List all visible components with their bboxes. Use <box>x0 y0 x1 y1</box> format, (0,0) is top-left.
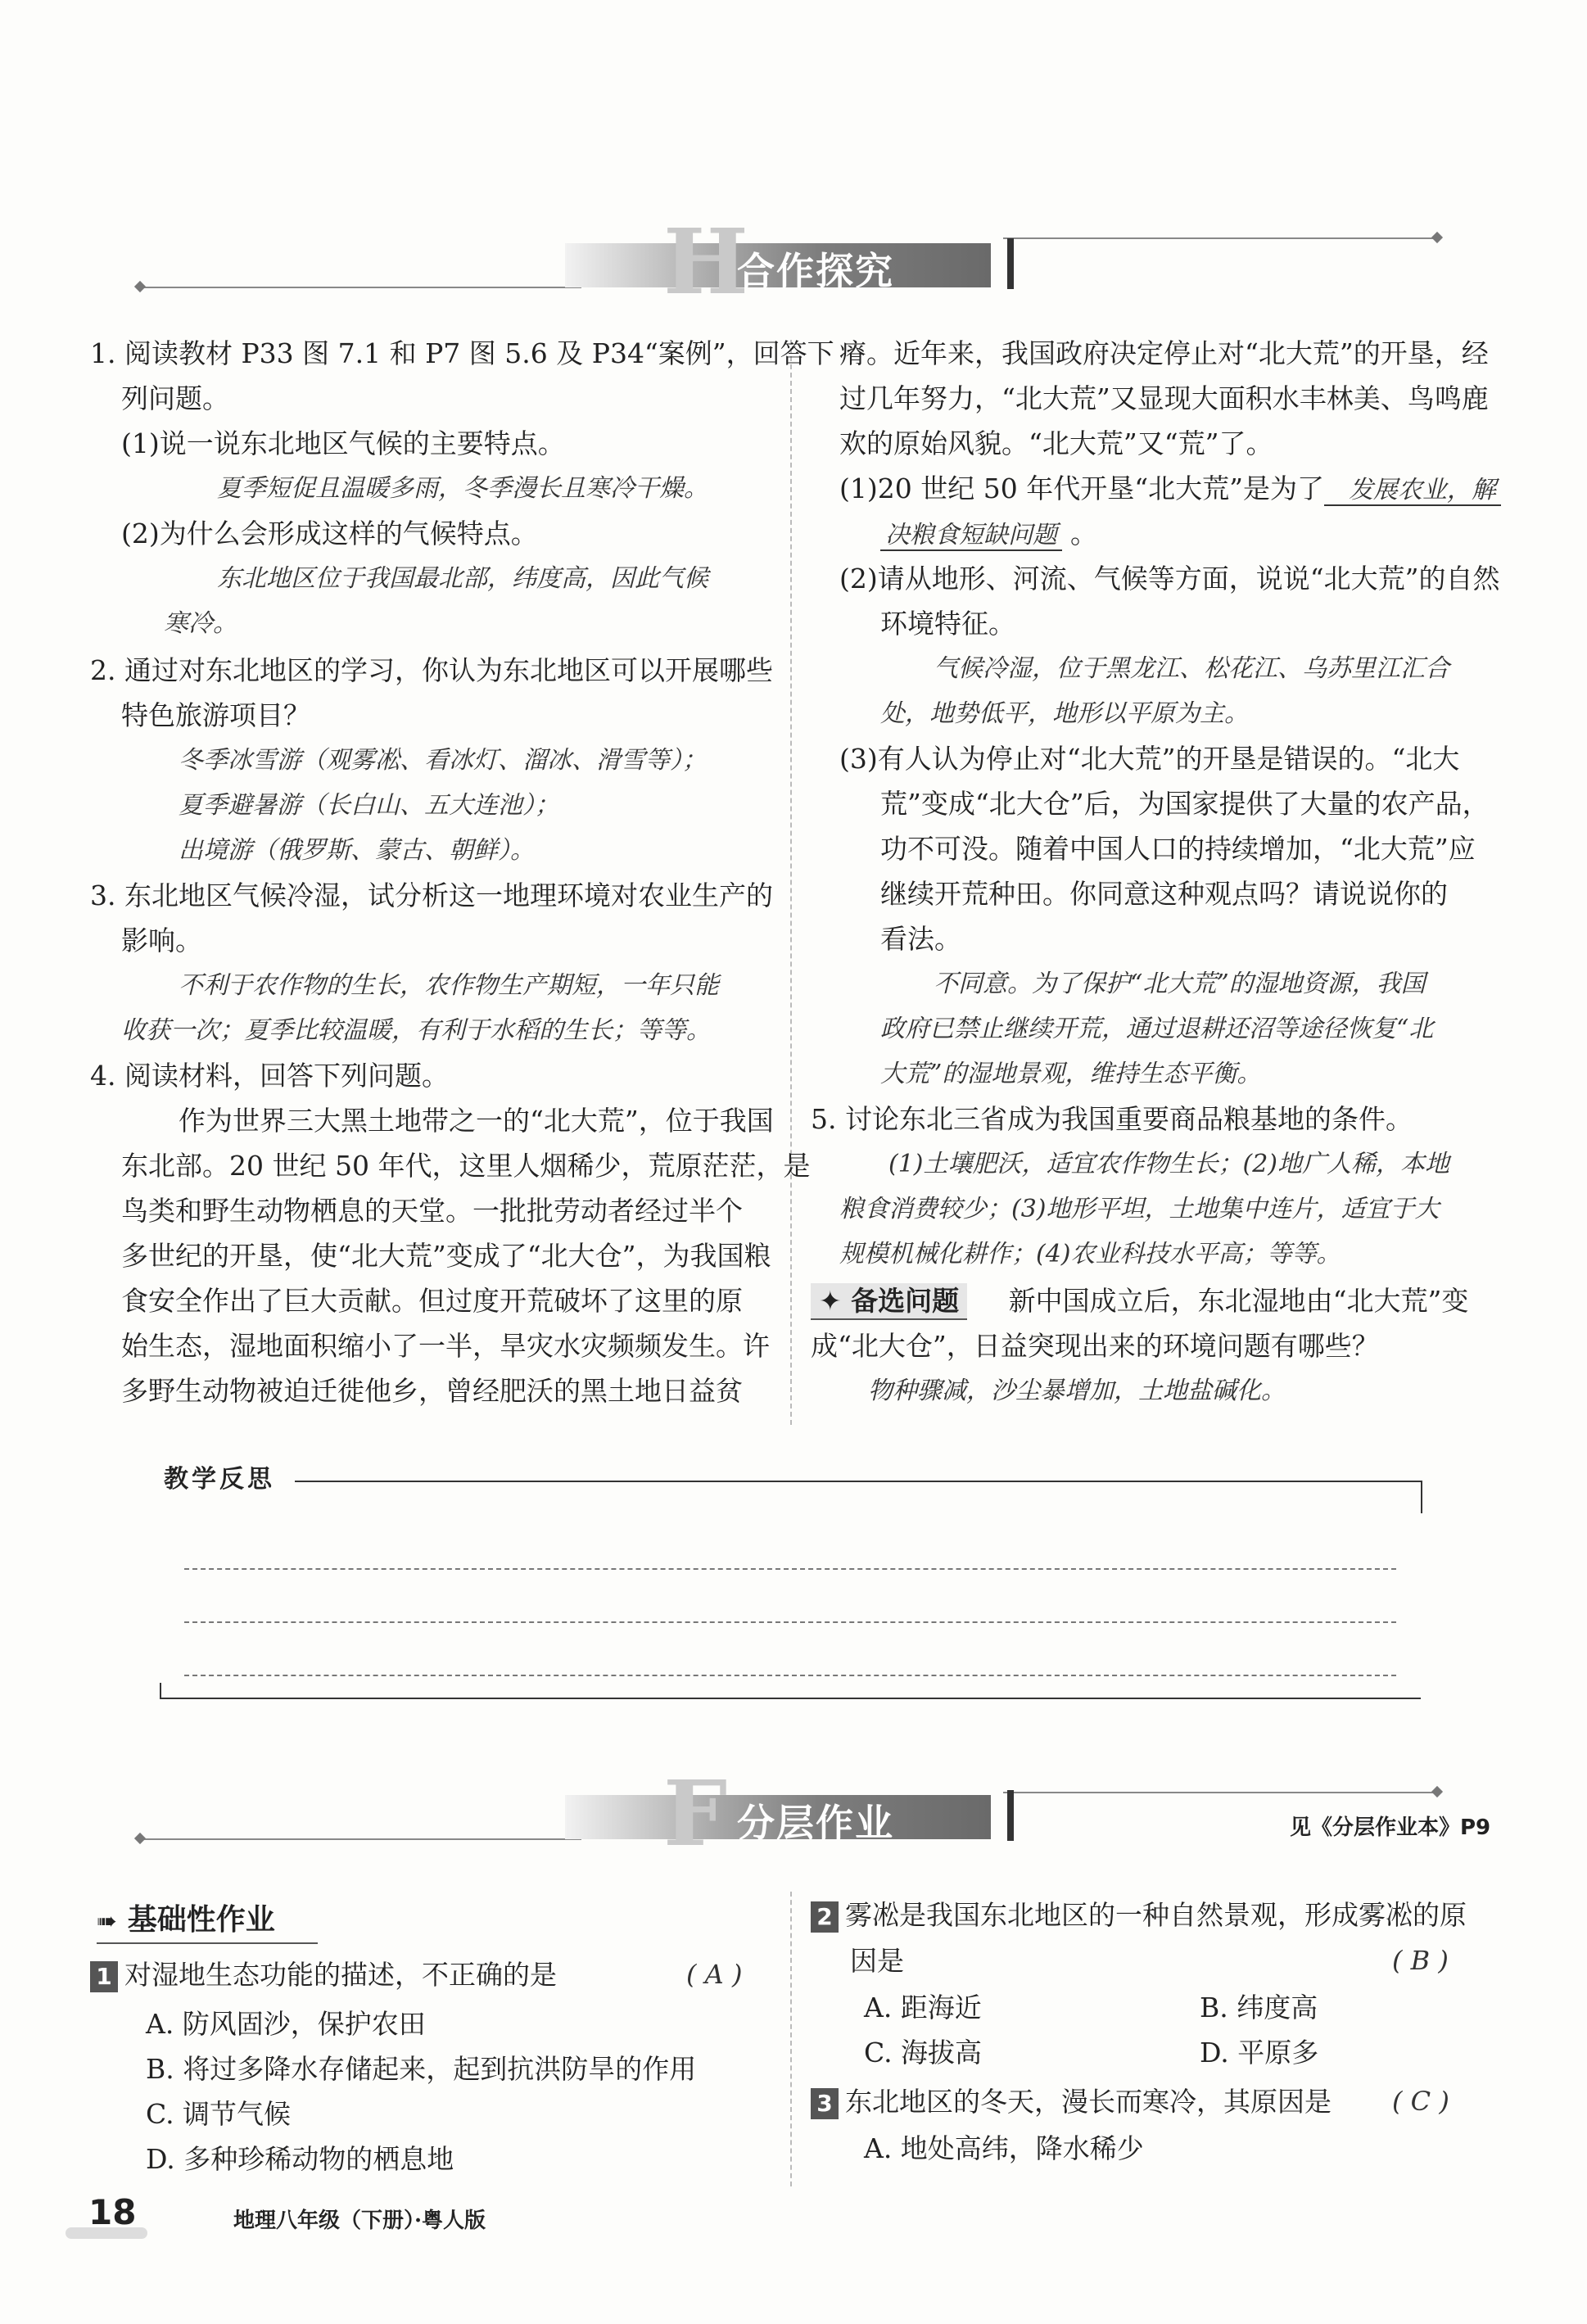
optional-question-line1: 新中国成立后，东北湿地由“北大荒”变 <box>1008 1285 1469 1317</box>
hw-q3-option-a[interactable]: A. 地处高纬，降水稀少 <box>864 2132 1144 2164</box>
q4-sub1 <box>839 467 1501 513</box>
q1-line1: 1. 阅读教材 P33 图 7.1 和 P7 图 5.6 及 P34“案例”，回答下 <box>90 337 834 369</box>
optional-question-answer: 物种骤减，沙尘暴增加，土地盐碱化。 <box>868 1377 1286 1405</box>
q4-material-5: 食安全作出了巨大贡献。但过度开荒破坏了这里的原 <box>121 1285 743 1317</box>
q4-sub1-line2 <box>880 512 1097 558</box>
hw-q1-number: 1 <box>90 1961 118 1992</box>
hw-q2-line1 <box>811 1893 1467 1937</box>
column-divider <box>790 1892 792 2186</box>
q4-material-1: 作为世界三大黑土地带之一的“北大荒”，位于我国 <box>179 1105 774 1137</box>
q4-material-8: 瘠。近年来，我国政府决定停止对“北大荒”的开垦，经 <box>839 337 1489 369</box>
q4-material-4: 多世纪的开垦，使“北大荒”变成了“北大仓”，为我国粮 <box>121 1240 771 1272</box>
reflection-line[interactable] <box>184 1568 1396 1570</box>
q5-answer1: (1)土壤肥沃，适宜农作物生长；(2)地广人稀，本地 <box>888 1150 1449 1178</box>
q4-sub1-period: 。 <box>1070 518 1097 549</box>
q2-line1: 2. 通过对东北地区的学习，你认为东北地区可以开展哪些 <box>90 654 773 686</box>
q4-line1: 4. 阅读材料，回答下列问题。 <box>90 1060 449 1092</box>
q2-answer1: 冬季冰雪游（观雾凇、看冰灯、溜冰、滑雪等）； <box>179 746 707 775</box>
q5-answer3: 规模机械化耕作；(4)农业科技水平高；等等。 <box>839 1240 1341 1268</box>
q4-sub3-line3: 功不可没。随着中国人口的持续增加，“北大荒”应 <box>880 833 1476 865</box>
hw-q2-option-d[interactable]: D. 平原多 <box>1200 2037 1319 2069</box>
q1-sub1: (1)说一说东北地区气候的主要特点。 <box>121 427 565 459</box>
hw-q1 <box>90 1953 557 1997</box>
q5-line: 5. 讨论东北三省成为我国重要商品粮基地的条件。 <box>811 1103 1413 1135</box>
reflection-line[interactable] <box>184 1621 1396 1623</box>
section-title: 分层作业 <box>737 1801 894 1845</box>
hw-q1-option-c[interactable]: C. 调节气候 <box>146 2098 292 2130</box>
q1-line2: 列问题。 <box>121 382 229 414</box>
q4-sub2-line1: (2)请从地形、河流、气候等方面，说说“北大荒”的自然 <box>839 563 1500 595</box>
reflection-line[interactable] <box>184 1675 1396 1676</box>
q5-answer2: 粮食消费较少；(3)地形平坦，土地集中连片，适宜于大 <box>839 1195 1440 1223</box>
homework-subtitle-text: 基础性作业 <box>127 1903 275 1937</box>
reflection-label: 教学反思 <box>164 1465 275 1494</box>
hw-q2-option-b[interactable]: B. 纬度高 <box>1200 1992 1318 2023</box>
q1-answer2-line1: 东北地区位于我国最北部，纬度高，因此气候 <box>217 564 708 593</box>
page-number: 18 <box>88 2192 137 2232</box>
q1-sub2: (2)为什么会形成这样的气候特点。 <box>121 518 538 549</box>
q1-answer1: 夏季短促且温暖多雨，冬季漫长且寒冷干燥。 <box>217 474 708 503</box>
hw-q3-text: 东北地区的冬天，漫长而寒冷，其原因是 <box>845 2086 1332 2118</box>
q3-line2: 影响。 <box>121 925 202 956</box>
arrow-icon: ➠ <box>97 1907 118 1936</box>
q4-sub1-answer-part1: 发展农业，解 <box>1324 476 1501 506</box>
hw-q3-answer: ( C ) <box>1392 2086 1449 2117</box>
q4-sub2-answer2: 处，地势低平，地形以平原为主。 <box>880 699 1249 728</box>
q4-sub3-line1: (3)有人认为停止对“北大荒”的开垦是错误的。“北大 <box>839 743 1460 775</box>
hw-q1-option-b[interactable]: B. 将过多降水存储起来，起到抗洪防旱的作用 <box>146 2053 697 2085</box>
q4-sub2-answer1: 气候冷湿，位于黑龙江、松花江、乌苏里江汇合 <box>934 654 1449 683</box>
q4-material-7: 多野生动物被迫迁徙他乡，曾经肥沃的黑土地日益贫 <box>121 1375 743 1407</box>
q4-sub3-answer1: 不同意。为了保护“北大荒”的湿地资源，我国 <box>934 970 1426 998</box>
section-letter: H <box>663 209 748 314</box>
homework-book-reference: 见《分层作业本》P9 <box>1290 1815 1491 1840</box>
section-title: 合作探究 <box>737 249 894 293</box>
hw-q2-answer: ( B ) <box>1392 1945 1449 1976</box>
optional-question-label: ✦ 备选问题 <box>811 1283 967 1320</box>
hw-q1-option-a[interactable]: A. 防风固沙，保护农田 <box>146 2008 426 2040</box>
q2-line2: 特色旅游项目？ <box>121 699 310 731</box>
q4-sub3-line4: 继续开荒种田。你同意这种观点吗？请说说你的 <box>880 878 1448 910</box>
q4-sub3-line5: 看法。 <box>880 923 961 955</box>
q4-sub3-line2: 荒”变成“北大仓”后，为国家提供了大量的农产品， <box>880 788 1490 820</box>
section-letter: F <box>663 1761 728 1866</box>
q4-material-9: 过几年努力，“北大荒”又显现大面积水丰林美、鸟鸣鹿 <box>839 382 1489 414</box>
q4-material-6: 始生态，湿地面积缩小了一半，旱灾水灾频频发生。许 <box>121 1330 770 1362</box>
q4-sub3-answer2: 政府已禁止继续开荒，通过退耕还沼等途径恢复“北 <box>880 1015 1434 1043</box>
q4-sub2-line2: 环境特征。 <box>880 608 1015 640</box>
hw-q2-number: 2 <box>811 1901 839 1933</box>
hw-q2-option-a[interactable]: A. 距海近 <box>864 1992 982 2023</box>
q4-material-10: 欢的原始风貌。“北大荒”又“荒”了。 <box>839 427 1273 459</box>
book-title: 地理八年级（下册）·粤人版 <box>233 2209 486 2233</box>
q2-answer3: 出境游（俄罗斯、蒙古、朝鲜）。 <box>179 836 535 865</box>
column-divider <box>790 340 792 1425</box>
optional-question-line2: 成“北大仓”，日益突现出来的环境问题有哪些？ <box>811 1330 1379 1362</box>
q3-answer2: 收获一次；夏季比较温暖，有利于水稻的生长；等等。 <box>121 1016 711 1045</box>
q4-sub3-answer3: 大荒”的湿地景观，维持生态平衡。 <box>880 1060 1262 1088</box>
hw-q2-text: 雾凇是我国东北地区的一种自然景观，形成雾凇的原 <box>845 1899 1467 1931</box>
q2-answer2: 夏季避暑游（长白山、五大连池）； <box>179 791 559 820</box>
hw-q3 <box>811 2080 1332 2124</box>
q1-answer2-line2: 寒冷。 <box>164 609 237 638</box>
hw-q2-option-c[interactable]: C. 海拔高 <box>864 2037 983 2069</box>
hw-q3-number: 3 <box>811 2088 839 2119</box>
q4-material-3: 鸟类和野生动物栖息的天堂。一批批劳动者经过半个 <box>121 1195 743 1227</box>
optional-question <box>811 1279 1468 1323</box>
q4-sub1-question: (1)20 世纪 50 年代开垦“北大荒”是为了 <box>839 472 1324 504</box>
q3-answer1: 不利于农作物的生长，农作物生产期短，一年只能 <box>179 971 719 1000</box>
homework-subtitle <box>97 1898 275 1944</box>
q4-sub1-answer-part2: 决粮食短缺问题 <box>880 521 1062 551</box>
q4-material-2: 东北部。20 世纪 50 年代，这里人烟稀少，荒原茫茫，是 <box>121 1150 811 1182</box>
hw-q1-text: 对湿地生态功能的描述，不正确的是 <box>124 1959 557 1991</box>
q3-line1: 3. 东北地区气候冷湿，试分析这一地理环境对农业生产的 <box>90 879 773 911</box>
hw-q1-answer: ( A ) <box>686 1959 743 1990</box>
optional-question-label-text: 备选问题 <box>851 1285 960 1317</box>
hw-q2-line2: 因是 <box>850 1945 904 1977</box>
hw-q1-option-d[interactable]: D. 多种珍稀动物的栖息地 <box>146 2143 454 2175</box>
